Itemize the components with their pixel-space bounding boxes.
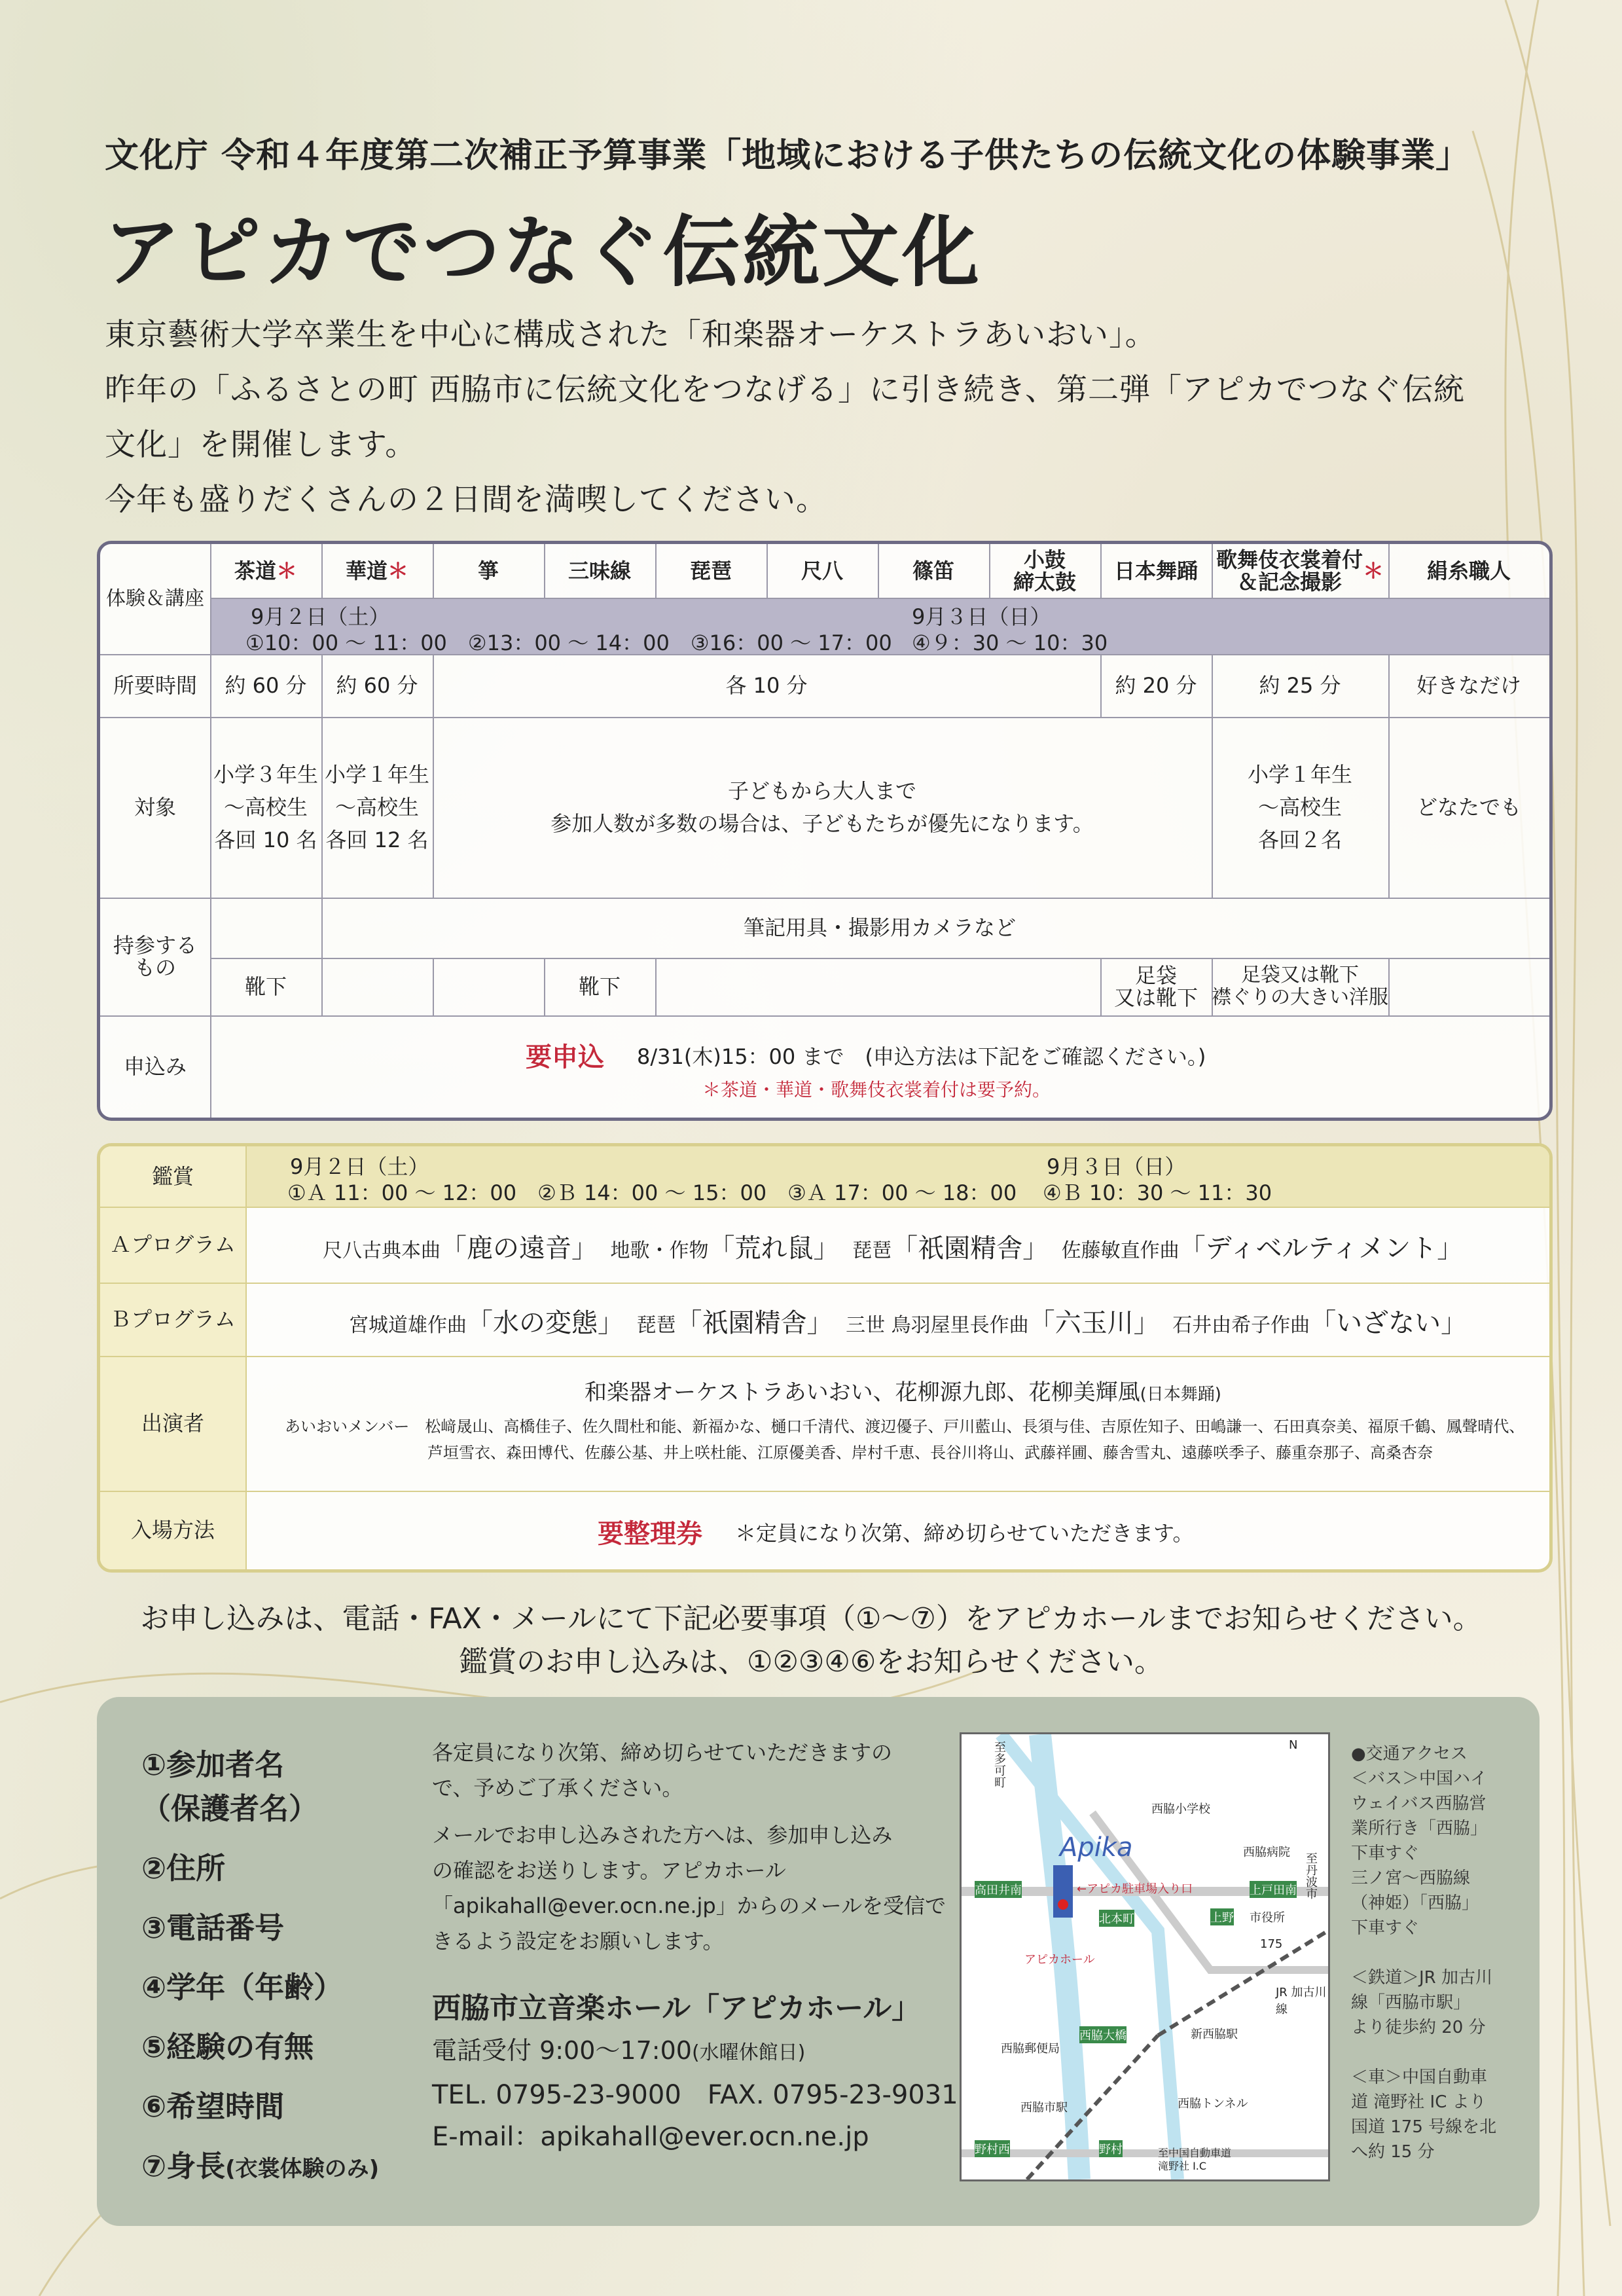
column-nihon-buyo: 日本舞踊 — [1113, 558, 1198, 583]
item-grade: ④学年（年齢） — [141, 1970, 344, 2005]
map-label: 西脇郵便局 — [1001, 2042, 1060, 2056]
map-label: 上野 — [1210, 1908, 1234, 1925]
column-kotsuzumi: 小鼓 締太鼓 — [1013, 547, 1076, 594]
row-label-performers: 出演者 — [141, 1411, 204, 1436]
item-time: ⑥希望時間 — [141, 2089, 285, 2124]
target-kabuki: 小学１年生 ～高校生 各回２名 — [1247, 762, 1352, 852]
target-sado: 小学３年生 ～高校生 各回 10 名 — [213, 762, 318, 852]
day1-label: 9月２日（土） — [251, 604, 390, 629]
intro-text — [105, 308, 1465, 528]
map-label: 市役所 — [1250, 1911, 1285, 1925]
apply-required: 要申込 — [526, 1042, 604, 1072]
item-phone: ③電話番号 — [141, 1910, 285, 1945]
performers-members-1: あいおいメンバー 松﨑晟山、高橋佳子、佐久間杜和能、新福かな、樋口千清代、渡辺優子、戸川藍山、長須与佳、吉原佐知子、田嶋謙一、石田真奈美、福原千鶴、鳳聲晴代、 — [285, 1417, 1525, 1436]
row-label-concert: 鑑賞 — [151, 1164, 194, 1189]
row-label-program-b: Ｂプログラム — [110, 1307, 236, 1332]
row-label-bring: 持参する もの — [113, 933, 197, 980]
notice-line-2: 鑑賞のお申し込みは、①②③④⑥をお知らせください。 — [459, 1645, 1163, 1679]
concert-table — [97, 1143, 1553, 1573]
target-kado: 小学１年生 ～高校生 各回 12 名 — [324, 762, 429, 852]
column-kabuki: 歌舞伎衣裳着付 ＆記念撮影 ＊ — [1216, 547, 1384, 594]
duration-buyo: 約 20 分 — [1115, 673, 1197, 698]
transport-access: ●交通アクセス ＜バス＞中国ハイ ウェイバス西脇営 業所行き「西脇」 下車すぐ 三ノ宮～西脇線 （神姫）「西脇」 下車すぐ ＜鉄道＞JR 加古川 線「西脇市駅」 より徒歩約 20 分 ＜車＞中国自動車 道 滝野社 IC より 国道 175 号線を北 へ約 15 分 — [1351, 1744, 1497, 2162]
map-label: 野村 — [1099, 2140, 1123, 2157]
intro-line: 東京藝術大学卒業生を中心に構成された「和楽器オーケストラあいおい」。 — [105, 317, 1157, 353]
intro-line: 文化」を開催します。 — [105, 427, 417, 463]
apika-logo: Apika — [1060, 1832, 1133, 1863]
program-b-list: 宮城道雄作曲「水の変態」 琵琶「祇園精舎」 三世 鳥羽屋里長作曲「六玉川」 石井由希子作曲「いざない」 — [349, 1308, 1468, 1338]
column-kinuito: 絹糸職人 — [1426, 558, 1511, 583]
column-koto: 箏 — [477, 558, 499, 583]
event-subtitle: 文化庁 令和４年度第二次補正予算事業「地域における子供たちの伝統文化の体験事業」 — [105, 136, 1471, 175]
duration-instruments: 各 10 分 — [725, 673, 808, 698]
experience-table — [97, 541, 1553, 1121]
row-label-apply: 申込み — [123, 1054, 187, 1079]
email[interactable]: E-mail：apikahall@ever.ocn.ne.jp — [432, 2122, 869, 2152]
concert-day2: 9月３日（日） — [1047, 1154, 1186, 1179]
column-shinobue: 篠笛 — [912, 558, 954, 583]
map-label: 高田井南 — [975, 1881, 1022, 1898]
map-label: 西脇小学校 — [1151, 1802, 1210, 1816]
item-height: ⑦身長(衣裳体験のみ) — [141, 2149, 380, 2183]
map-label: 野村西 — [975, 2140, 1010, 2157]
bring-buyo: 足袋 又は靴下 — [1113, 963, 1198, 1010]
access-map — [960, 1732, 1330, 2181]
concert-day2-times: ④Ｂ 10：30 ～ 11：30 — [1043, 1180, 1272, 1205]
map-roads — [962, 1734, 1328, 2179]
duration-sado: 約 60 分 — [225, 673, 307, 698]
day2-times: ④９：30 ～ 10：30 — [912, 630, 1108, 655]
row-label-experience: 体験＆講座 — [106, 587, 204, 610]
map-label: 至多可町 — [992, 1741, 1006, 1788]
application-notes: 各定員になり次第、締め切らせていただきますの で、予めご了承ください。 メールでお申し込みされた方へは、参加申し込み の確認をお送りします。アピカホール 「apikahall@ever.ocn.ne.jp」からのメールを受信で きるよう設定をお願いします。 西脇市立音楽ホール「アピカホール」 電話受付 9:00～17:00(水曜休館日) TEL. 0795-23-9000 FAX. 0795-23-9031 E-mail：apikahall@ever.ocn.ne.jp — [432, 1735, 958, 2158]
page-title: アピカでつなぐ伝統文化 — [103, 207, 982, 297]
map-label: 至中国自動車道 滝野社 I.C — [1158, 2147, 1232, 2172]
row-label-target: 対象 — [134, 795, 176, 820]
apply-note: ＊茶道・華道・歌舞伎衣裳着付は要予約。 — [702, 1079, 1051, 1101]
map-label: 新西脇駅 — [1191, 2028, 1238, 2041]
row-label-entry: 入場方法 — [130, 1518, 215, 1542]
column-biwa: 琵琶 — [689, 558, 732, 583]
duration-kabuki: 約 25 分 — [1259, 673, 1341, 698]
hall-name: 西脇市立音楽ホール「アピカホール」 — [432, 1992, 921, 2025]
day2-label: 9月３日（日） — [912, 604, 1051, 629]
map-label: 上戸田南 — [1250, 1881, 1297, 1898]
item-name: ①参加者名 — [141, 1747, 285, 1782]
map-label: 西脇病院 — [1243, 1846, 1290, 1859]
bring-socks-shamisen: 靴下 — [578, 974, 621, 999]
item-guardian: （保護者名） — [141, 1791, 319, 1826]
map-label: 西脇トンネル — [1178, 2097, 1248, 2111]
bring-kabuki: 足袋又は靴下 襟ぐりの大きい洋服 — [1212, 964, 1388, 1009]
day1-times: ①10：00 ～ 11：00 ②13：00 ～ 14：00 ③16：00 ～ 17：00 — [245, 630, 892, 655]
row-label-duration: 所要時間 — [113, 673, 197, 698]
intro-line: 昨年の「ふるさとの町 西脇市に伝統文化をつなげる」に引き続き、第二弾「アピカでつなぐ伝統 — [105, 372, 1466, 408]
map-label: ←アピカ駐車場入り口 — [1077, 1882, 1193, 1896]
column-shakuhachi: 尺八 — [801, 558, 843, 583]
column-sado: 茶道 ＊ — [234, 558, 298, 583]
map-label: 北本町 — [1099, 1910, 1134, 1927]
north-icon: N — [1289, 1738, 1298, 1752]
item-experience: ⑤経験の有無 — [141, 2030, 314, 2064]
program-a-list: 尺八古典本曲「鹿の遠音」 地歌・作物「荒れ鼠」 琵琶「祇園精舎」 佐藤敏直作曲「ディベルティメント」 — [323, 1233, 1464, 1264]
intro-line: 今年も盛りだくさんの２日間を満喫してください。 — [105, 482, 827, 518]
duration-kinuito: 好きなだけ — [1416, 673, 1521, 698]
duration-kado: 約 60 分 — [336, 673, 418, 698]
row-label-program-a: Ａプログラム — [110, 1232, 236, 1257]
map-label: JR 加古川線 — [1276, 1986, 1327, 2016]
map-label: 至丹波市 — [1304, 1852, 1318, 1899]
apply-deadline: 8/31(木)15：00 まで (申込方法は下記をご確認ください。) — [637, 1044, 1206, 1069]
tel-fax: TEL. 0795-23-9000 FAX. 0795-23-9031 — [432, 2080, 958, 2110]
notice-line-1: お申し込みは、電話・FAX・メールにて下記必要事項（①～⑦）をアピカホールまでお知らせください。 — [140, 1602, 1482, 1635]
target-kinuito: どなたでも — [1416, 795, 1521, 820]
entry-required: 要整理券 — [598, 1519, 702, 1549]
entry-note: ＊定員になり次第、締め切らせていただきます。 — [735, 1521, 1194, 1546]
map-label: 西脇大橋 — [1079, 2026, 1126, 2043]
required-items-list — [141, 1735, 379, 2199]
column-kado: 華道 ＊ — [345, 558, 409, 583]
concert-day1: 9月２日（土） — [290, 1154, 429, 1179]
target-general: 子どもから大人まで 参加人数が多数の場合は、子どもたちが優先になります。 — [550, 778, 1094, 836]
map-label: 175 — [1260, 1937, 1283, 1951]
column-shamisen: 三味線 — [568, 558, 631, 583]
concert-day1-times: ①Ａ 11：00 ～ 12：00 ②Ｂ 14：00 ～ 15：00 ③Ａ 17：00 ～ 18：00 — [287, 1180, 1017, 1205]
map-label: アピカホール — [1024, 1953, 1095, 1967]
performers-members-2: 芦垣雪衣、森田博代、佐藤公基、井上咲杜能、江原優美香、岸村千恵、長谷川将山、武藤祥圃、藤舎雪丸、遠藤咲季子、藤重奈那子、高桑杏奈 — [427, 1444, 1433, 1462]
performers-main: 和楽器オーケストラあいおい、花柳源九郎、花柳美輝風(日本舞踊) — [585, 1379, 1221, 1406]
map-label: 西脇市駅 — [1020, 2101, 1068, 2115]
bring-common: 筆記用具・撮影用カメラなど — [743, 915, 1016, 940]
bring-socks-sado: 靴下 — [244, 974, 287, 999]
item-address: ②住所 — [141, 1851, 226, 1886]
phone-hours: 電話受付 9:00～17:00(水曜休館日) — [432, 2036, 806, 2065]
